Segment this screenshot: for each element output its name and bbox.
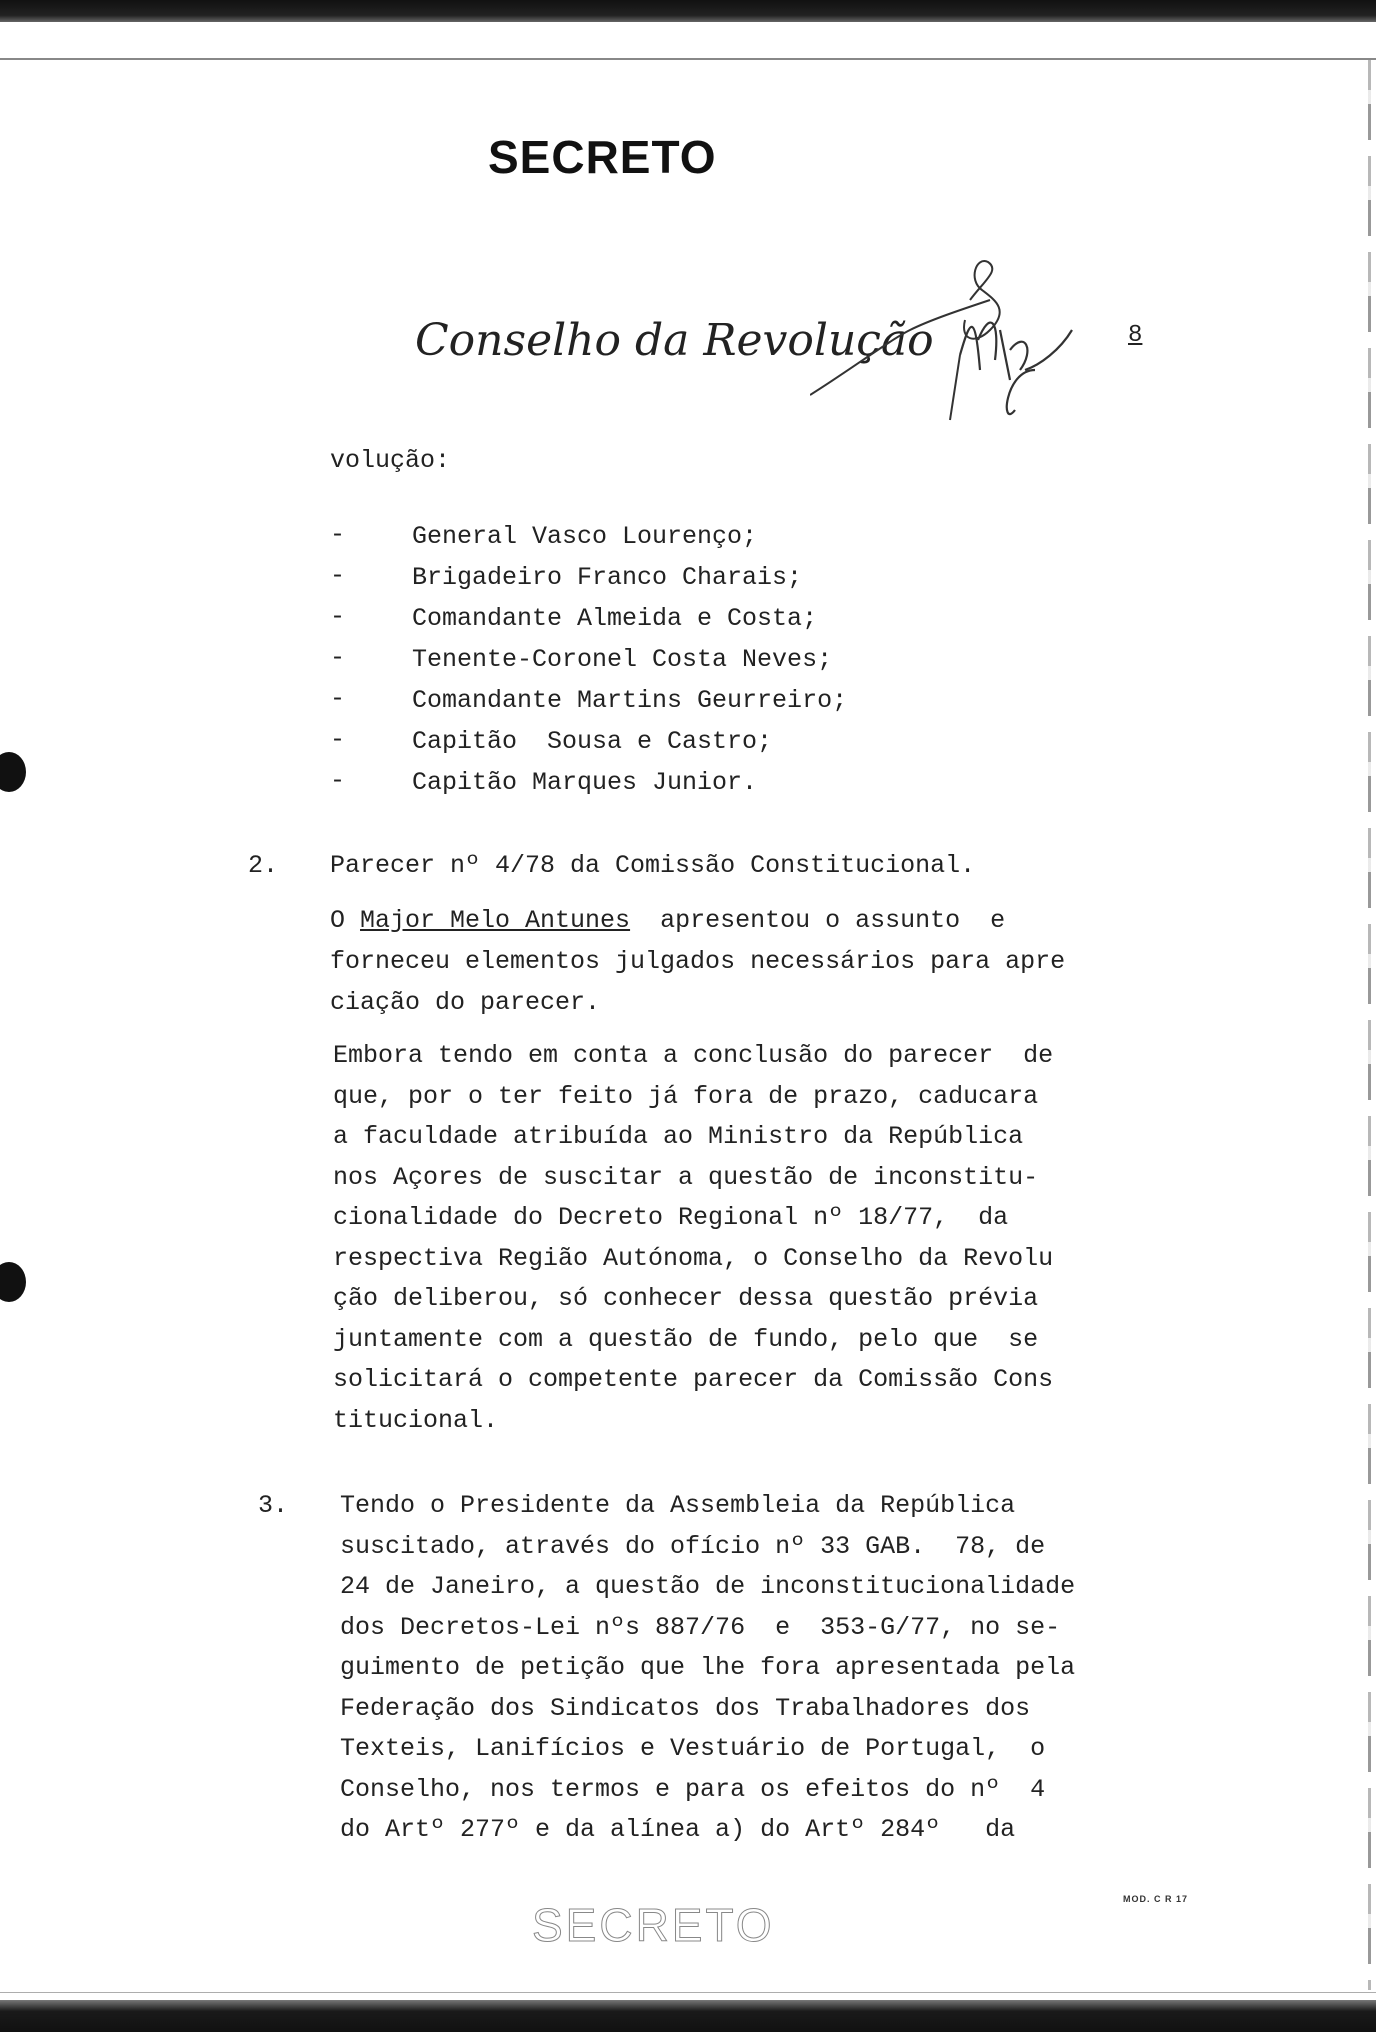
section-2-para2	[333, 1036, 1053, 1441]
scan-top-border	[0, 0, 1376, 22]
paragraph-line: juntamente com a questão de fundo, pelo que se	[333, 1324, 1039, 1354]
scan-bottom-border	[0, 2000, 1376, 2032]
scan-right-edge	[1368, 60, 1371, 1990]
paragraph-line: dos Decretos-Lei nºs 887/76 e 353-G/77, no se-	[340, 1612, 1061, 1642]
footer-classification-stamp: SECRETO	[532, 1899, 775, 1951]
section-2-para1-line-1	[330, 901, 1005, 942]
list-bullet: -	[330, 766, 346, 795]
paragraph-line: a faculdade atribuída ao Ministro da República	[333, 1122, 1024, 1151]
list-bullet: -	[330, 643, 346, 672]
handwritten-signature	[810, 260, 1090, 480]
scan-top-line	[0, 58, 1376, 60]
paragraph-line: do Artº 277º e da alínea a) do Artº 284º da	[340, 1815, 1016, 1844]
paragraph-line: Federação dos Sindicatos dos Trabalhadores dos	[340, 1693, 1031, 1723]
list-item: Comandante Almeida e Costa;	[412, 604, 818, 633]
list-item: General Vasco Lourenço;	[412, 522, 758, 551]
list-bullet: -	[330, 684, 346, 713]
section-3-number: 3.	[258, 1491, 289, 1520]
section-3-body	[340, 1486, 1075, 1851]
section-2-title: Parecer nº 4/78 da Comissão Constitucional.	[330, 851, 976, 880]
letterhead-org: Conselho da Revolução	[415, 315, 934, 366]
paragraph-line: solicitará o competente parecer da Comissão Cons	[333, 1365, 1054, 1394]
paragraph-line: Tendo o Presidente da Assembleia da República	[340, 1491, 1016, 1520]
page-number: 8	[1128, 322, 1143, 349]
list-item: Brigadeiro Franco Charais;	[412, 563, 803, 592]
paragraph-line: cionalidade do Decreto Regional nº 18/77, da	[333, 1203, 1009, 1232]
paragraph-line: Embora tendo em conta a conclusão do parecer de	[333, 1041, 1054, 1070]
list-item: Capitão Sousa e Castro;	[412, 727, 773, 756]
paragraph-line: nos Açores de suscitar a questão de inconstitu-	[333, 1162, 1039, 1192]
punch-hole-bottom	[0, 1262, 26, 1302]
paragraph-line: Conselho, nos termos e para os efeitos do nº 4	[340, 1774, 1046, 1804]
list-item: Tenente-Coronel Costa Neves;	[412, 645, 833, 674]
paragraph-line: suscitado, através do ofício nº 33 GAB. 78, de	[340, 1531, 1046, 1561]
section-2-number: 2.	[248, 851, 279, 880]
list-bullet: -	[330, 602, 346, 631]
scan-bottom-line	[0, 1992, 1376, 1993]
list-bullet: -	[330, 725, 346, 754]
list-item: Comandante Martins Geurreiro;	[412, 686, 848, 715]
punch-hole-top	[0, 752, 26, 792]
list-bullet: -	[330, 520, 346, 549]
form-code: MOD. C R 17	[1123, 1894, 1189, 1904]
paragraph-line: que, por o ter feito já fora de prazo, caducara	[333, 1081, 1039, 1111]
section-2-para1-line-3: ciação do parecer.	[330, 988, 601, 1017]
paragraph-line: guimento de petição que lhe fora apresentada pela	[340, 1653, 1076, 1682]
intro-fragment: volução:	[330, 446, 451, 475]
header-classification: SECRETO	[488, 131, 717, 183]
major-melo-antunes: Major Melo Antunes	[360, 906, 631, 935]
paragraph-line: 24 de Janeiro, a questão de inconstitucionalidade	[340, 1572, 1076, 1601]
list-item: Capitão Marques Junior.	[412, 768, 758, 797]
list-bullet: -	[330, 561, 346, 590]
paragraph-line: ção deliberou, só conhecer dessa questão prévia	[333, 1284, 1039, 1313]
para1-prefix: O	[330, 906, 361, 935]
paragraph-line: respectiva Região Autónoma, o Conselho da Revolu	[333, 1243, 1054, 1273]
paragraph-line: titucional.	[333, 1405, 499, 1435]
paragraph-line: Texteis, Lanifícios e Vestuário de Portugal, o	[340, 1734, 1046, 1763]
para1-suffix: apresentou o assunto e	[630, 906, 1006, 935]
section-2-para1-line-2: forneceu elementos julgados necessários para apre	[330, 947, 1066, 976]
